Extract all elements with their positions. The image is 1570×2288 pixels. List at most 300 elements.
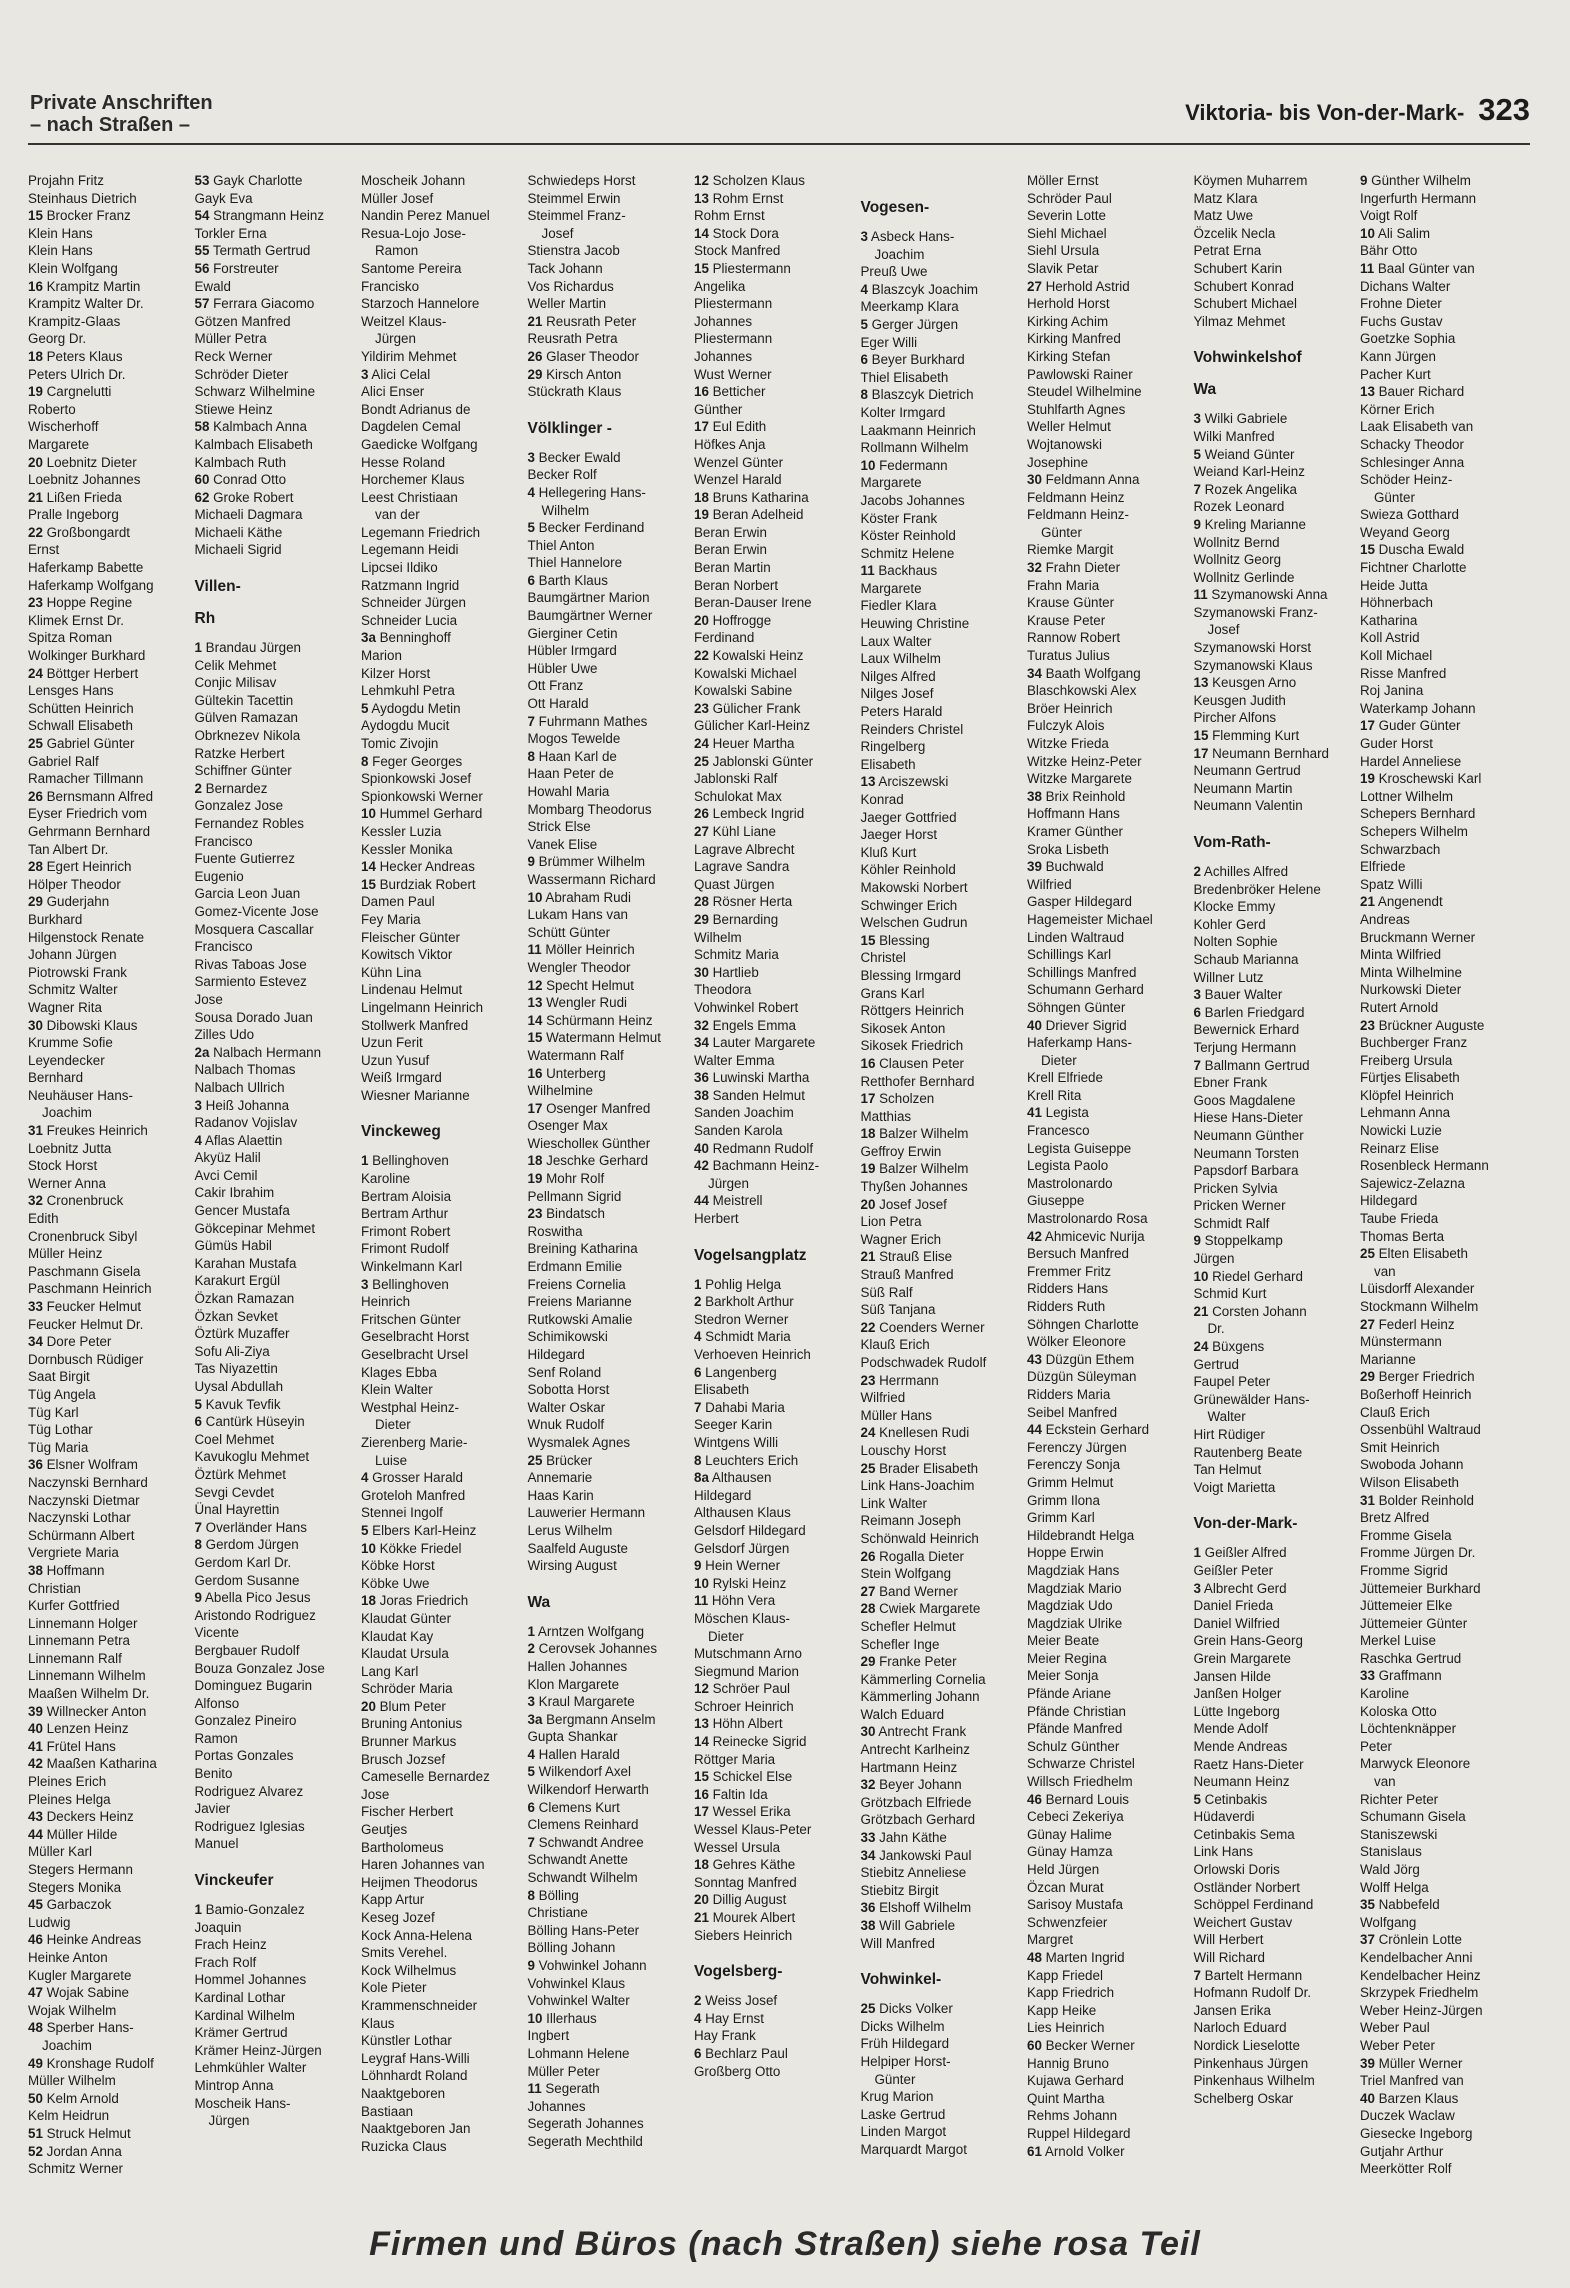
resident-entry: Watermann Ralf xyxy=(527,1047,624,1063)
house-number-entry: 45 Garbaczok xyxy=(28,1897,112,1913)
resident-entry: Matthias xyxy=(860,1108,912,1124)
resident-entry: Krell Elfriede xyxy=(1027,1070,1103,1086)
house-number-entry: 3 Wilki Gabriele xyxy=(1193,411,1288,427)
house-number-entry: 5 Cetinbakis xyxy=(1193,1791,1268,1807)
resident-entry: Möller Ernst xyxy=(1027,173,1099,188)
resident-entry: Werner Anna xyxy=(28,1175,106,1191)
resident-entry: Hoffmann Hans xyxy=(1027,806,1120,822)
resident-entry: Loebnitz Johannes xyxy=(28,472,141,488)
house-number-entry: 9 Brümmer Wilhelm xyxy=(527,854,646,870)
resident-entry: Angelika xyxy=(694,278,746,294)
resident-entry: Vohwinkel Robert xyxy=(694,999,799,1015)
resident-entry: Ferenczy Jürgen xyxy=(1027,1439,1127,1455)
house-number-entry: 15 Blessing xyxy=(860,932,930,948)
resident-entry: Moscheik Johann xyxy=(361,173,466,188)
house-number-entry: 7 Overländer Hans xyxy=(194,1519,307,1535)
resident-entry: Rodriguez Alvarez xyxy=(194,1783,304,1799)
house-number: 4 xyxy=(694,1329,702,1345)
house-number: 11 xyxy=(694,1593,709,1609)
resident-entry: Weichert Gustav xyxy=(1193,1914,1293,1930)
resident-entry: Nordick Lieselotte xyxy=(1193,2038,1300,2053)
resident-entry: Michaeli Sigrid xyxy=(194,542,282,558)
resident-entry: Linden Waltraud xyxy=(1027,929,1125,945)
resident-entry: Garcia Leon Juan xyxy=(194,886,301,902)
resident-entry: Klon Margarete xyxy=(527,1676,620,1692)
resident-entry: Müller Karl xyxy=(28,1844,92,1860)
house-number: 9 xyxy=(1360,173,1368,188)
resident-entry: Elisabeth xyxy=(694,1382,750,1398)
resident-entry: Schöppel Ferdinand xyxy=(1193,1897,1314,1913)
resident-entry: Wilhelmine xyxy=(527,1083,593,1099)
house-number-entry: 4 Hellegering Hans- xyxy=(527,484,646,500)
resident-entry: Stienstra Jacob xyxy=(527,243,620,259)
resident-entry: Schillings Manfred xyxy=(1027,964,1137,980)
house-number: 2 xyxy=(527,1641,535,1657)
resident-entry: Francisco xyxy=(194,833,253,849)
house-number-entry: 13 Keusgen Arno xyxy=(1193,675,1297,691)
resident-entry: Frach Heinz xyxy=(194,1937,267,1953)
resident-entry: Reinarz Elise xyxy=(1360,1140,1439,1156)
house-number: 11 xyxy=(1360,260,1375,276)
resident-entry: Götzen Manfred xyxy=(194,313,291,329)
resident-entry: Hildebrandt Helga xyxy=(1027,1527,1135,1543)
house-number: 17 xyxy=(527,1100,543,1116)
resident-entry: Schütt Günter xyxy=(527,924,611,940)
resident-entry: Paschmann Gisela xyxy=(28,1263,141,1279)
house-number: 7 xyxy=(1193,1967,1201,1983)
resident-entry: Wollnitz Georg xyxy=(1193,552,1282,568)
resident-entry: Klocke Emmy xyxy=(1193,899,1276,915)
resident-entry: Münstermann xyxy=(1360,1334,1442,1350)
spacer xyxy=(361,1144,528,1152)
resident-entry: Conjic Milisav xyxy=(194,675,277,691)
house-number: 60 xyxy=(1027,2037,1042,2053)
house-number-entry: 42 Ahmicevic Nurija xyxy=(1027,1228,1145,1244)
house-number-entry: 50 Kelm Arnold xyxy=(28,2090,119,2106)
resident-entry: Wollnitz Bernd xyxy=(1193,534,1280,550)
resident-entry: Goos Magdalene xyxy=(1193,1092,1296,1108)
resident-entry: Damen Paul xyxy=(361,894,435,910)
resident-entry: Jaeger Gottfried xyxy=(860,809,957,825)
house-number: 8 xyxy=(694,1452,702,1468)
resident-entry: Georg Dr. xyxy=(28,331,87,347)
resident-entry: Baumgärtner Marion xyxy=(527,590,650,606)
resident-entry: Grünewälder Hans- xyxy=(1193,1391,1310,1407)
street-heading: Vom-Rath- xyxy=(1193,834,1271,851)
resident-entry: Köbke Uwe xyxy=(361,1575,430,1591)
resident-entry: Bredenbröker Helene xyxy=(1193,881,1321,897)
resident-entry: Kapp Friedrich xyxy=(1027,1985,1115,2001)
resident-entry: Neumann Valentin xyxy=(1193,798,1303,814)
house-number: 26 xyxy=(860,1548,876,1564)
house-number: 19 xyxy=(1360,771,1375,787)
house-number: 42 xyxy=(694,1158,709,1174)
resident-entry: Gümüs Habil xyxy=(194,1238,272,1254)
resident-entry: Magdziak Hans xyxy=(1027,1562,1120,1578)
spacer xyxy=(528,441,695,449)
resident-entry: Steimmel Erwin xyxy=(527,190,621,206)
resident-entry: Hildegard xyxy=(1360,1193,1418,1209)
house-number: 19 xyxy=(28,384,43,400)
house-number: 33 xyxy=(28,1299,43,1314)
resident-entry: Haren Johannes van xyxy=(361,1857,485,1873)
house-number: 13 xyxy=(1193,675,1209,691)
spacer xyxy=(528,1615,695,1623)
house-number: 11 xyxy=(527,2081,542,2097)
resident-entry: Köbke Horst xyxy=(361,1558,435,1574)
resident-entry: Vos Richardus xyxy=(527,278,614,294)
resident-entry: Fürtjes Elisabeth xyxy=(1360,1070,1460,1086)
resident-entry: Feldmann Heinz- xyxy=(1027,507,1129,523)
resident-entry: Siehl Michael xyxy=(1027,225,1107,241)
resident-entry: Brunner Markus xyxy=(361,1734,457,1750)
resident-entry: Frimont Rudolf xyxy=(361,1241,449,1257)
house-number-entry: 3 Alici Celal xyxy=(361,366,431,382)
house-number-entry: 43 Deckers Heinz xyxy=(28,1809,134,1825)
spacer xyxy=(1194,1496,1361,1504)
resident-entry: Link Hans xyxy=(1193,1844,1254,1860)
house-number: 16 xyxy=(694,1786,709,1802)
resident-entry: Geselbracht Horst xyxy=(361,1329,469,1345)
house-number-entry: 11 Backhaus xyxy=(860,563,938,579)
address-column xyxy=(361,172,528,2154)
house-number-entry: 40 Driever Sigrid xyxy=(1027,1017,1127,1033)
resident-entry: Beran Erwin xyxy=(694,524,767,540)
resident-entry: Fischer Herbert xyxy=(361,1804,454,1820)
house-number-entry: 6 Clemens Kurt xyxy=(527,1799,620,1815)
resident-entry: Bartholomeus xyxy=(361,1839,444,1855)
resident-entry: Klein Wolfgang xyxy=(28,260,118,276)
house-number: 9 xyxy=(194,1590,202,1606)
resident-entry: Heinke Anton xyxy=(28,1949,108,1965)
resident-entry: Mogos Tewelde xyxy=(527,731,621,747)
resident-entry: Krause Günter xyxy=(1027,595,1115,611)
resident-entry: Willner Lutz xyxy=(1193,969,1264,985)
house-number: 15 xyxy=(1193,728,1209,744)
resident-entry: Fremmer Fritz xyxy=(1027,1263,1112,1279)
resident-entry: Bruckmann Werner xyxy=(1360,929,1476,945)
resident-entry: Stanislaus xyxy=(1360,1844,1422,1860)
resident-entry: Schönwald Heinrich xyxy=(860,1530,979,1546)
resident-entry: Ridders Hans xyxy=(1027,1281,1109,1297)
street-heading: Vogelsangplatz xyxy=(694,1246,807,1264)
resident-entry: Pircher Alfons xyxy=(1193,710,1277,726)
house-number-entry: 32 Frahn Dieter xyxy=(1027,560,1121,576)
resident-entry: Mastrolonardo xyxy=(1027,1175,1113,1191)
resident-entry: Quast Jürgen xyxy=(694,876,775,892)
house-number: 34 xyxy=(28,1334,43,1350)
resident-entry: Röttgers Heinrich xyxy=(860,1003,964,1019)
resident-entry: Weber Paul xyxy=(1360,2020,1430,2036)
house-number: 36 xyxy=(694,1070,709,1086)
resident-entry: Schmitz Werner xyxy=(28,2161,123,2177)
resident-entry: Zierenberg Marie- xyxy=(361,1434,468,1450)
resident-entry: Kilzer Horst xyxy=(361,665,431,681)
resident-entry: Wald Jörg xyxy=(1360,1862,1420,1877)
resident-entry: Wagner Erich xyxy=(860,1231,942,1247)
house-number: 6 xyxy=(527,572,535,588)
house-number: 23 xyxy=(694,700,709,716)
resident-entry: Schulz Günther xyxy=(1027,1738,1120,1754)
resident-entry: Segerath Johannes xyxy=(527,2116,644,2132)
house-number: 5 xyxy=(194,1396,202,1412)
resident-entry: Düzgün Süleyman xyxy=(1027,1369,1137,1385)
resident-entry: Matz Uwe xyxy=(1193,208,1254,224)
house-number: 27 xyxy=(1360,1316,1375,1332)
house-number-entry: 17 Eul Edith xyxy=(694,419,767,435)
resident-entry: Wysmalek Agnes xyxy=(527,1434,631,1450)
resident-entry: Wolfgang xyxy=(1360,1914,1417,1930)
resident-entry: Meier Regina xyxy=(1027,1650,1107,1666)
house-number: 5 xyxy=(361,1522,369,1538)
house-number: 9 xyxy=(694,1558,702,1574)
resident-entry: Ingerfurth Hermann xyxy=(1360,190,1477,206)
resident-entry: Öztürk Mehmet xyxy=(194,1466,287,1482)
house-number: 23 xyxy=(527,1206,543,1222)
resident-entry: Fromme Jürgen Dr. xyxy=(1360,1545,1476,1561)
resident-entry: Karakurt Ergül xyxy=(194,1273,281,1289)
resident-entry: Dornbusch Rüdiger xyxy=(28,1351,144,1367)
house-number: 40 xyxy=(1027,1017,1042,1033)
resident-entry: Schneider Lucia xyxy=(361,612,458,628)
resident-entry: Quint Martha xyxy=(1027,2090,1105,2106)
resident-entry: Leygraf Hans-Willi xyxy=(361,2050,470,2066)
resident-entry: Boßerhoff Heinrich xyxy=(1360,1386,1472,1402)
resident-entry: Kessler Monika xyxy=(361,841,453,857)
resident-entry: Cronenbruck Sibyl xyxy=(28,1228,138,1244)
spacer xyxy=(195,1893,362,1901)
spacer xyxy=(361,1104,528,1112)
resident-entry: Beran Erwin xyxy=(694,542,767,558)
house-number: 25 xyxy=(694,753,709,769)
house-number-entry: 48 Sperber Hans- xyxy=(28,2020,134,2036)
resident-entry: Haas Karin xyxy=(527,1487,594,1503)
resident-entry: Francisko xyxy=(361,278,420,294)
resident-entry: Walch Eduard xyxy=(860,1706,945,1722)
house-number: 3 xyxy=(1193,411,1201,427)
resident-entry: Manuel xyxy=(194,1836,239,1852)
resident-entry: Ossenbühl Waltraud xyxy=(1360,1422,1481,1438)
resident-entry: Schubert Michael xyxy=(1193,296,1297,312)
street-heading: Wa xyxy=(527,1593,551,1611)
house-number-entry: 6 Barlen Friedgard xyxy=(1193,1004,1305,1020)
house-number-entry: 8 Bölling xyxy=(527,1887,579,1903)
house-number: 24 xyxy=(694,736,709,751)
resident-entry: Sofu Ali-Ziya xyxy=(194,1343,270,1359)
house-number-entry: 46 Heinke Andreas xyxy=(28,1932,142,1948)
resident-entry: Mombarg Theodorus xyxy=(527,801,652,817)
resident-entry: Sanden Karola xyxy=(694,1123,783,1139)
resident-entry: Hoppe Erwin xyxy=(1027,1545,1104,1561)
resident-entry: Köhler Reinhold xyxy=(860,862,956,878)
resident-entry: Freiberg Ursula xyxy=(1360,1052,1453,1068)
resident-entry: Piotrowski Frank xyxy=(28,964,127,980)
resident-entry: Kapp Artur xyxy=(361,1892,425,1908)
house-number-entry: 12 Schröer Paul xyxy=(694,1681,791,1697)
resident-entry: Karoline xyxy=(361,1171,411,1187)
house-number-entry: 39 Buchwald xyxy=(1027,859,1104,875)
house-number: 14 xyxy=(694,225,709,241)
house-number-entry: 23 Gülicher Frank xyxy=(694,700,801,716)
spacer xyxy=(861,180,1028,188)
resident-entry: Heijmen Theodorus xyxy=(361,1874,478,1890)
house-number: 28 xyxy=(860,1601,876,1617)
resident-entry: Hannig Bruno xyxy=(1027,2055,1109,2071)
resident-entry: Spitza Roman xyxy=(28,630,113,646)
resident-entry: Meier Sonja xyxy=(1027,1668,1099,1684)
resident-entry: Leest Christiaan xyxy=(361,489,458,505)
resident-entry: Rohm Ernst xyxy=(694,208,765,224)
spacer xyxy=(694,1268,861,1276)
house-number: 18 xyxy=(694,489,709,505)
resident-entry: Gasper Hildegard xyxy=(1027,894,1132,910)
resident-entry: Karoline xyxy=(1360,1686,1410,1702)
resident-entry: Klein Hans xyxy=(28,243,93,259)
house-number: 25 xyxy=(860,1460,876,1476)
house-number: 27 xyxy=(860,1583,876,1599)
resident-entry: Hay Frank xyxy=(694,2028,756,2044)
resident-entry: Schepers Wilhelm xyxy=(1360,823,1468,839)
resident-entry: Will Richard xyxy=(1193,1950,1265,1966)
resident-entry: Sikosek Friedrich xyxy=(860,1038,964,1054)
address-column xyxy=(1193,172,1361,2106)
resident-entry: Cebeci Zekeriya xyxy=(1027,1809,1124,1825)
resident-entry: Triel Manfred van xyxy=(1360,2073,1464,2089)
resident-entry: Johannes xyxy=(527,2098,586,2114)
house-number: 27 xyxy=(1027,278,1042,294)
resident-entry: Wilson Elisabeth xyxy=(1360,1474,1459,1490)
resident-entry: Beran Martin xyxy=(694,560,771,576)
resident-entry: Kowalski Michael xyxy=(694,665,797,681)
resident-entry: Pralle Ingeborg xyxy=(28,507,119,523)
resident-entry: Swoboda Johann xyxy=(1360,1457,1464,1473)
resident-entry: Feldmann Heinz xyxy=(1027,489,1125,505)
house-number: 37 xyxy=(1360,1932,1375,1948)
house-number: 6 xyxy=(527,1799,535,1815)
house-number: 40 xyxy=(694,1140,709,1156)
house-number-entry: 3 Bauer Walter xyxy=(1193,987,1283,1003)
house-number-entry: 4 Grosser Harald xyxy=(361,1470,463,1486)
resident-entry: Radanov Vojislav xyxy=(194,1115,298,1131)
house-number-entry: 27 Kühl Liane xyxy=(694,823,776,839)
house-number: 17 xyxy=(694,1804,709,1820)
house-number: 51 xyxy=(28,2125,43,2141)
resident-entry: Orlowski Doris xyxy=(1193,1862,1280,1878)
resident-entry: Rautenberg Beate xyxy=(1193,1444,1303,1460)
house-number: 1 xyxy=(1193,1545,1201,1561)
resident-entry: Lottner Wilhelm xyxy=(1360,788,1454,804)
resident-entry: Cameselle Bernardez xyxy=(361,1769,490,1785)
resident-entry: Yilmaz Mehmet xyxy=(1193,313,1286,329)
house-number: 61 xyxy=(1027,2143,1042,2159)
house-number: 31 xyxy=(1360,1492,1375,1508)
house-number-entry: 6 Cantürk Hüseyin xyxy=(194,1414,305,1430)
resident-entry: Meerkamp Klara xyxy=(860,299,959,315)
resident-entry: Schillings Karl xyxy=(1027,947,1112,963)
resident-entry: Vanek Elise xyxy=(527,836,598,852)
resident-entry: Weitzel Klaus- xyxy=(361,313,447,329)
resident-entry: Walter Oskar xyxy=(527,1399,606,1415)
resident-entry: Bröer Heinrich xyxy=(1027,700,1113,716)
house-number: 13 xyxy=(860,774,876,790)
resident-entry: Christel xyxy=(860,950,906,966)
resident-entry: Sousa Dorado Juan xyxy=(194,1009,313,1025)
resident-entry: Grötzbach Elfriede xyxy=(860,1794,972,1810)
house-number-entry: 13 Rohm Ernst xyxy=(694,190,784,206)
resident-entry: Gehrmann Bernhard xyxy=(28,823,151,839)
house-number: 57 xyxy=(194,296,210,312)
resident-entry: Tan Helmut xyxy=(1193,1462,1262,1478)
house-number-entry: 16 Betticher xyxy=(694,384,766,400)
house-number: 17 xyxy=(860,1091,876,1107)
house-number-entry: 33 Feucker Helmut xyxy=(28,1299,142,1314)
resident-entry: Walter Emma xyxy=(694,1052,775,1068)
resident-entry: Steinhaus Dietrich xyxy=(28,190,137,206)
house-number: 56 xyxy=(194,260,210,276)
resident-entry: Kluß Kurt xyxy=(860,844,917,860)
resident-entry: Winkelmann Karl xyxy=(361,1259,463,1275)
house-number: 18 xyxy=(694,1857,709,1873)
resident-entry: Zilles Udo xyxy=(194,1027,255,1043)
resident-entry: Blessing Irmgard xyxy=(860,967,961,983)
house-number: 15 xyxy=(694,1769,709,1785)
resident-entry: Gayk Eva xyxy=(194,190,253,206)
resident-entry: Bondt Adrianus de xyxy=(361,401,471,417)
resident-entry: Obrknezev Nikola xyxy=(194,728,301,744)
resident-entry: Voigt Marietta xyxy=(1193,1479,1276,1495)
resident-entry: Bölling Hans-Peter xyxy=(527,1922,640,1938)
resident-entry: Ernst xyxy=(28,542,60,558)
house-number-entry: 30 Hartlieb xyxy=(694,964,759,980)
resident-entry: Wiesner Marianne xyxy=(361,1087,470,1103)
house-number: 32 xyxy=(694,1017,709,1033)
resident-entry: Minta Wilhelmine xyxy=(1360,964,1462,980)
house-number: 38 xyxy=(1027,788,1042,804)
house-number-entry: 5 Weiand Günter xyxy=(1193,446,1295,462)
resident-entry: Grimm Karl xyxy=(1027,1510,1095,1526)
resident-entry: Gökcepinar Mehmet xyxy=(194,1220,316,1236)
resident-entry: Guder Horst xyxy=(1360,736,1433,751)
resident-entry: Rozek Leonard xyxy=(1193,499,1285,515)
resident-entry: Linden Margot xyxy=(860,2124,947,2140)
resident-entry: Uzun Ferit xyxy=(361,1035,423,1051)
house-number: 29 xyxy=(694,911,709,927)
address-column xyxy=(1360,172,1527,2177)
resident-entry: Schefler Inge xyxy=(860,1636,940,1652)
house-number-entry: 21 Reusrath Peter xyxy=(527,313,637,329)
resident-entry: Katharina xyxy=(1360,612,1418,628)
resident-entry: Pfände Ariane xyxy=(1027,1686,1112,1702)
resident-entry: Kole Pieter xyxy=(361,1980,427,1996)
resident-entry: Schumann Gerhard xyxy=(1027,982,1144,998)
house-number: 3 xyxy=(527,1694,535,1710)
resident-entry: Köster Reinhold xyxy=(860,528,956,544)
resident-entry: Margarete xyxy=(860,580,922,596)
resident-entry: Clemens Reinhard xyxy=(527,1817,639,1833)
house-number: 18 xyxy=(527,1153,543,1169)
house-number-entry: 39 Willnecker Anton xyxy=(28,1703,147,1719)
resident-entry: Nalbach Ullrich xyxy=(194,1079,285,1095)
resident-entry: Szymanowski Horst xyxy=(1193,640,1312,656)
resident-entry: Saat Birgit xyxy=(28,1369,90,1385)
resident-entry: Wilkendorf Herwarth xyxy=(527,1782,649,1798)
resident-entry: Kardinal Lothar xyxy=(194,1990,286,2005)
resident-entry: Becker Rolf xyxy=(527,467,597,483)
resident-entry: Tüg Maria xyxy=(28,1439,89,1455)
resident-entry: Szymanowski Franz- xyxy=(1193,604,1318,620)
address-column xyxy=(527,172,695,2149)
resident-entry: Wilhelm xyxy=(541,502,590,518)
